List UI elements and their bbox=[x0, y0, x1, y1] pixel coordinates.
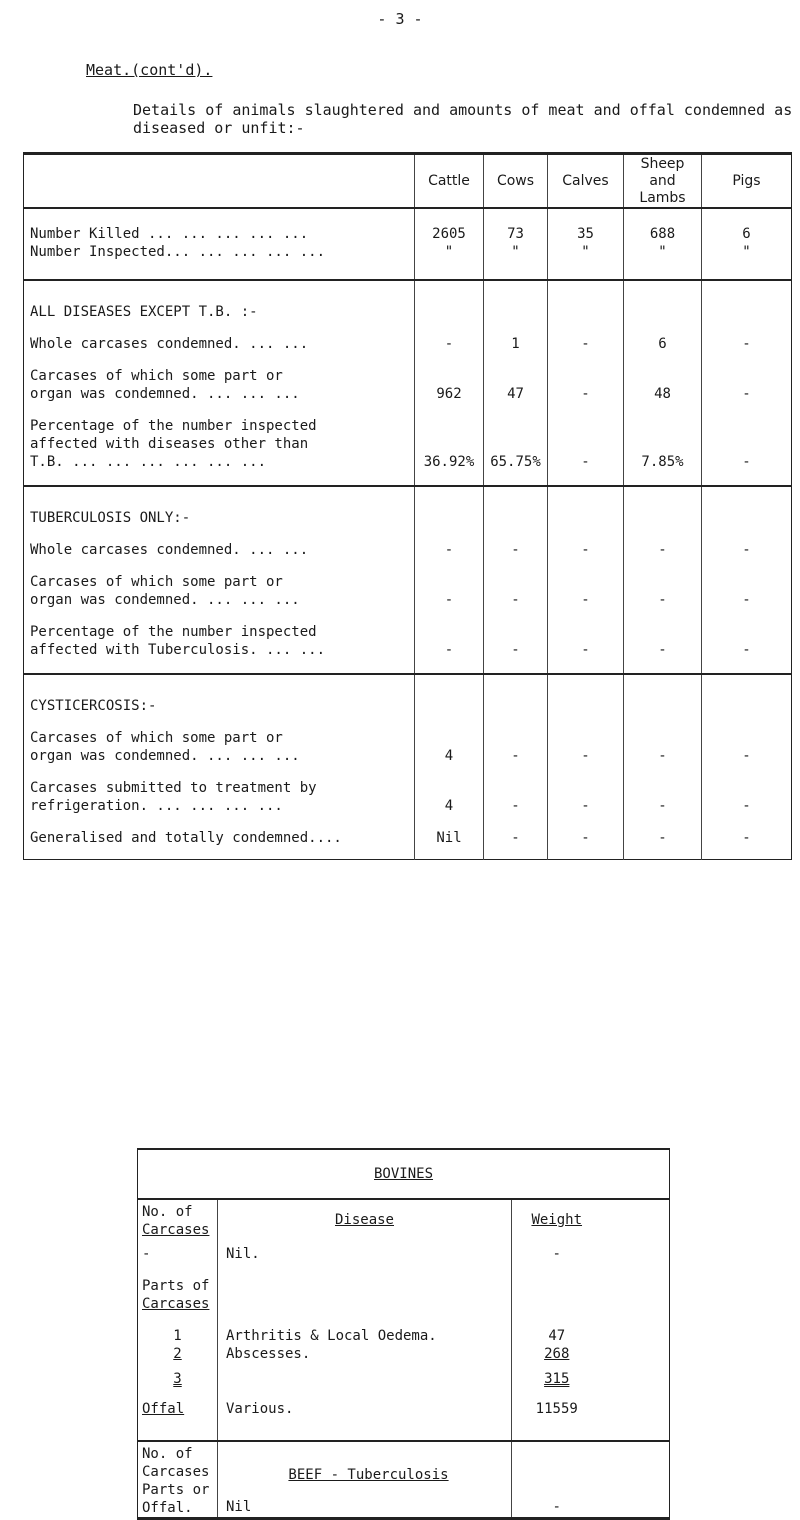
row-label: affected with diseases other than bbox=[30, 436, 309, 452]
cell-value: - bbox=[658, 542, 667, 558]
column-header: Sheep and Lambs bbox=[624, 154, 702, 209]
row-label: Whole carcases condemned. ... ... bbox=[30, 542, 309, 558]
cell-value: - bbox=[581, 386, 590, 402]
cell-value: - bbox=[581, 336, 590, 352]
cell-value: Abscesses. bbox=[226, 1346, 311, 1362]
column-header: Disease bbox=[334, 1212, 394, 1228]
cell-value: 6 bbox=[742, 226, 751, 242]
cell-value: " bbox=[511, 244, 520, 260]
table-row bbox=[138, 1313, 670, 1388]
cell-value: Nil. bbox=[226, 1246, 260, 1262]
cell-value: Various. bbox=[226, 1401, 294, 1417]
cell-value: - bbox=[511, 592, 520, 608]
row-label: Whole carcases condemned. ... ... bbox=[30, 336, 309, 352]
row-label: organ was condemned. ... ... ... bbox=[30, 386, 300, 402]
row-label: Parts or bbox=[142, 1482, 210, 1498]
row-label: Carcases of which some part or bbox=[30, 730, 283, 746]
row-label: No. of bbox=[142, 1446, 193, 1462]
cell-value: - bbox=[658, 748, 667, 764]
cell-value: - bbox=[742, 336, 751, 352]
column-header: Calves bbox=[548, 154, 624, 209]
cell-value: - bbox=[444, 542, 454, 558]
section-title: BEEF - Tuberculosis bbox=[288, 1467, 449, 1483]
cell-value: 48 bbox=[654, 386, 671, 402]
column-header: Cows bbox=[484, 154, 548, 209]
section-other-diseases bbox=[24, 280, 792, 486]
page-number: - 3 - bbox=[377, 10, 423, 28]
section-title: TUBERCULOSIS ONLY:- bbox=[30, 510, 191, 526]
cell-value: - bbox=[581, 830, 590, 846]
cell-value: 3 bbox=[173, 1371, 182, 1387]
section-title: ALL DISEASES EXCEPT T.B. :- bbox=[30, 304, 258, 320]
column-header: Weight bbox=[531, 1212, 583, 1228]
cell-value: 11559 bbox=[535, 1401, 578, 1417]
table-row bbox=[138, 1441, 670, 1519]
row-label: affected with Tuberculosis. ... ... bbox=[30, 642, 326, 658]
cell-value: 47 bbox=[507, 386, 524, 402]
row-label: refrigeration. ... ... ... ... bbox=[30, 798, 283, 814]
header-blank bbox=[24, 154, 415, 209]
cell-value: - bbox=[511, 798, 520, 814]
row-label: Number Killed ... ... ... ... ... bbox=[30, 226, 309, 242]
cell-value: Nil bbox=[436, 830, 462, 846]
cell-value: - bbox=[142, 1246, 151, 1262]
cell-value: - bbox=[444, 336, 454, 352]
cell-value: - bbox=[581, 798, 590, 814]
cell-value: - bbox=[444, 592, 454, 608]
cell-value: " bbox=[742, 244, 751, 260]
cell-value: 315 bbox=[544, 1371, 570, 1387]
cell-value: - bbox=[742, 386, 751, 402]
cell-value: 688 bbox=[649, 226, 676, 242]
cell-value: - bbox=[511, 642, 520, 658]
cell-value: - bbox=[742, 592, 751, 608]
cell-value: - bbox=[552, 1246, 561, 1262]
cell-value: 73 bbox=[507, 226, 524, 242]
cell-value: " bbox=[581, 244, 590, 260]
cell-value: 36.92% bbox=[423, 454, 475, 470]
column-header: Carcases bbox=[142, 1222, 210, 1238]
table-row bbox=[138, 1239, 670, 1263]
cell-value: 47 bbox=[548, 1328, 566, 1344]
row-label: Offal. bbox=[142, 1500, 193, 1516]
row-label: T.B. ... ... ... ... ... ... bbox=[30, 454, 267, 470]
cell-value: 7.85% bbox=[641, 454, 684, 470]
cell-value: - bbox=[742, 798, 751, 814]
bovines-table bbox=[137, 1148, 670, 1520]
cell-value: - bbox=[658, 642, 667, 658]
row-label: Parts of bbox=[142, 1278, 210, 1294]
row-label: Percentage of the number inspected bbox=[30, 624, 317, 640]
section-title: CYSTICERCOSIS:- bbox=[30, 698, 157, 714]
cell-value: - bbox=[658, 592, 667, 608]
row-label: Offal bbox=[142, 1401, 185, 1417]
column-header: Pigs bbox=[702, 154, 792, 209]
cell-value: - bbox=[658, 830, 667, 846]
cell-value: - bbox=[511, 830, 520, 846]
cell-value: 6 bbox=[658, 336, 667, 352]
cell-value: 65.75% bbox=[490, 454, 541, 470]
section-tuberculosis bbox=[24, 486, 792, 674]
cell-value: - bbox=[742, 748, 751, 764]
cell-value: Arthritis & Local Oedema. bbox=[226, 1328, 437, 1344]
row-label: Carcases submitted to treatment by bbox=[30, 780, 317, 796]
cell-value: " bbox=[444, 244, 454, 260]
cell-value: - bbox=[742, 542, 751, 558]
cell-value: 4 bbox=[444, 798, 454, 814]
table-header-row bbox=[24, 154, 792, 209]
cell-value: - bbox=[444, 642, 454, 658]
cell-value: 35 bbox=[577, 226, 594, 242]
cell-value: 962 bbox=[436, 386, 462, 402]
cell-value: 4 bbox=[444, 748, 454, 764]
cell-value: 1 bbox=[173, 1328, 182, 1344]
table-row bbox=[138, 1263, 670, 1313]
table-row bbox=[24, 208, 792, 280]
slaughter-table bbox=[23, 152, 792, 860]
cell-value: - bbox=[581, 642, 590, 658]
cell-value: 2605 bbox=[432, 226, 466, 242]
bovines-title-row bbox=[138, 1149, 670, 1199]
column-header: No. of bbox=[142, 1204, 193, 1220]
row-label: Percentage of the number inspected bbox=[30, 418, 317, 434]
cell-value: Nil bbox=[226, 1499, 252, 1515]
section-cysticercosis bbox=[24, 674, 792, 860]
intro-text: Details of animals slaughtered and amounts of meat and offal condemned as diseased or unfit:- bbox=[133, 101, 793, 137]
cell-value: - bbox=[742, 830, 751, 846]
bovines-title: BOVINES bbox=[374, 1166, 434, 1182]
column-header: Cattle bbox=[415, 154, 484, 209]
cell-value: 268 bbox=[544, 1346, 570, 1362]
bovines-header-row bbox=[138, 1199, 670, 1239]
cell-value: - bbox=[552, 1499, 561, 1515]
row-label: organ was condemned. ... ... ... bbox=[30, 592, 300, 608]
cell-value: - bbox=[581, 592, 590, 608]
row-label: Carcases bbox=[142, 1464, 210, 1480]
table-row bbox=[138, 1388, 670, 1441]
cell-value: - bbox=[658, 798, 667, 814]
cell-value: " bbox=[658, 244, 667, 260]
row-label: Carcases of which some part or bbox=[30, 574, 283, 590]
cell-value: - bbox=[581, 748, 590, 764]
cell-value: - bbox=[511, 748, 520, 764]
section-heading: Meat.(cont'd). bbox=[86, 61, 213, 79]
row-label: Carcases bbox=[142, 1296, 210, 1312]
row-label: organ was condemned. ... ... ... bbox=[30, 748, 300, 764]
cell-value: 2 bbox=[173, 1346, 182, 1362]
row-label: Number Inspected... ... ... ... ... bbox=[30, 244, 326, 260]
cell-value: - bbox=[742, 642, 751, 658]
cell-value: - bbox=[581, 454, 590, 470]
cell-value: 1 bbox=[511, 336, 520, 352]
row-label: Generalised and totally condemned.... bbox=[30, 830, 342, 846]
cell-value: - bbox=[742, 454, 751, 470]
row-label: Carcases of which some part or bbox=[30, 368, 283, 384]
cell-value: - bbox=[511, 542, 520, 558]
cell-value: - bbox=[581, 542, 590, 558]
